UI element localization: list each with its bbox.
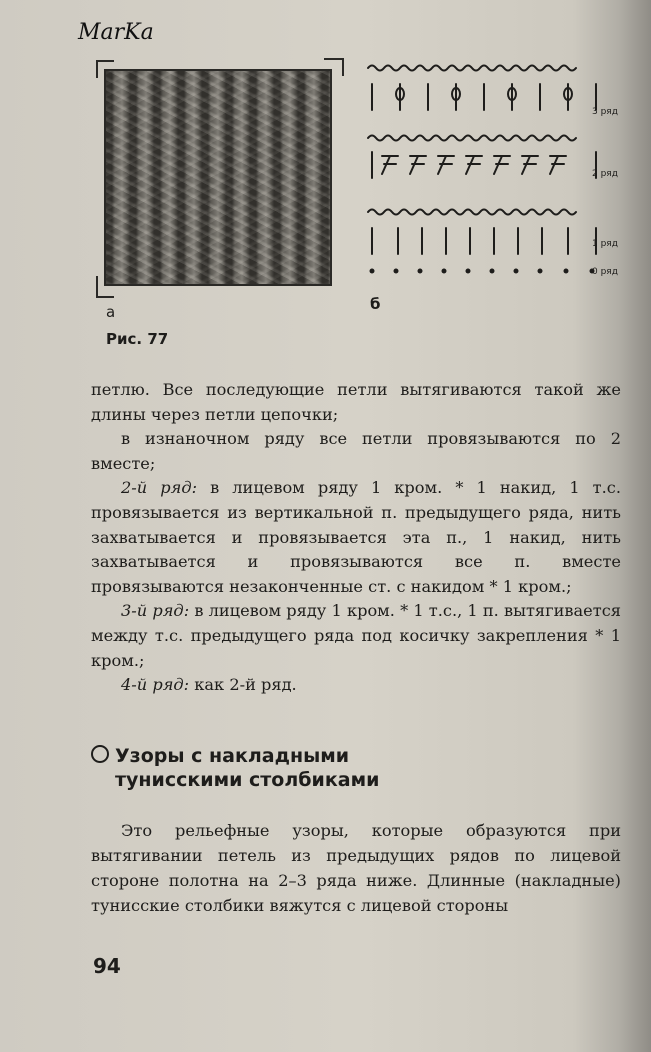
row-label-0: 0 ряд: [592, 267, 618, 277]
row-text: в лицевом ряду 1 кром. * 1 т.с., 1 п. вытягивается между т.с. предыдущего ряда под косичку закрепления * 1 кром.;: [91, 601, 621, 670]
paragraph: [91, 673, 621, 698]
row-label-1: 1 ряд: [592, 239, 618, 249]
chain-wave-row-1: [368, 210, 576, 215]
row-lead: 4-й ряд:: [121, 675, 190, 695]
heading-line-2: тунисскими столбиками: [115, 769, 380, 791]
row-text: в лицевом ряду 1 кром. * 1 накид, 1 т.с. провязывается из вертикальной п. предыдущего ряда, нить захватывается и провязывается эта п., 1 накид, нить захватывается и провязываются все п. вместе провязываются незаконченные ст. с накидом * 1 кром.;: [91, 478, 621, 596]
row-lead: 2-й ряд:: [121, 478, 198, 498]
instructions-text: [91, 378, 621, 698]
figure-label-a: а: [106, 303, 116, 321]
chain-wave-row-2: [368, 136, 576, 141]
circle-bullet-icon: [91, 745, 109, 763]
stitch-row-2: [372, 152, 596, 178]
chain-wave-row-3: [368, 66, 576, 71]
paragraph: петлю. Все последующие петли вытягиваются такой же длины через петли цепочки;: [91, 380, 621, 424]
crochet-pattern-diagram: [360, 52, 625, 292]
chain-dots-row-0: [370, 269, 595, 274]
pattern-symbols: [368, 66, 596, 255]
stitch-row-1: [372, 228, 596, 254]
paragraph: в изнаночном ряду все петли провязываются по 2 вместе;: [91, 429, 621, 473]
paragraph: [91, 599, 621, 673]
row-lead: 3-й ряд:: [121, 601, 190, 621]
row-text: как 2-й ряд.: [189, 675, 297, 695]
watermark-signature: MarKa: [78, 20, 154, 45]
figure-label-b: б: [370, 295, 381, 313]
paragraph: [91, 476, 621, 599]
row-label-3: 3 ряд: [592, 107, 618, 117]
knitted-fabric-photo: [104, 69, 332, 286]
page-number: 94: [93, 954, 121, 978]
section-heading: [91, 744, 621, 792]
row-label-2: 2 ряд: [592, 169, 618, 179]
figure-caption: Рис. 77: [106, 330, 169, 348]
section-intro: Это рельефные узоры, которые образуются при вытягивании петель из предыдущих рядов по лицевой стороне полотна на 2–3 ряда ниже. Длинные (накладные) тунисские столбики вяжутся с лицевой стороны: [91, 821, 621, 915]
heading-line-1: Узоры с накладными: [115, 745, 350, 767]
stitch-row-3: [372, 84, 596, 110]
